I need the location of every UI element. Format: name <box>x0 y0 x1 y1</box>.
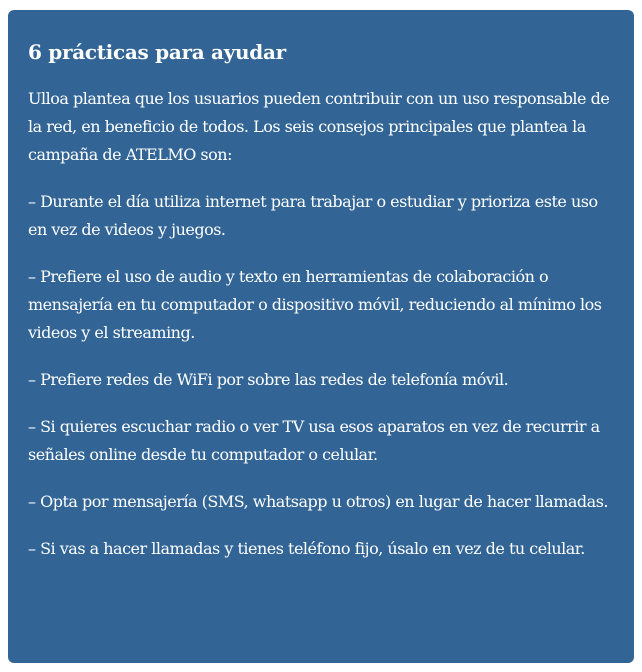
box-title: 6 prácticas para ayudar <box>28 40 286 64</box>
tip-6: – Si vas a hacer llamadas y tienes teléfono fijo, úsalo en vez de tu celular. <box>28 539 585 558</box>
tip-1: – Durante el día utiliza internet para trabajar o estudiar y prioriza este uso en vez de videos y juegos. <box>28 192 598 239</box>
info-box <box>8 10 634 663</box>
tip-3: – Prefiere redes de WiFi por sobre las redes de telefonía móvil. <box>28 370 509 389</box>
tip-2: – Prefiere el uso de audio y texto en herramientas de colaboración o mensajería en tu computador o dispositivo móvil, reduciendo al mínimo los videos y el streaming. <box>28 267 602 342</box>
intro-paragraph: Ulloa plantea que los usuarios pueden contribuir con un uso responsable de la red, en beneficio de todos. Los seis consejos principales que plantea la campaña de ATELMO son: <box>28 89 610 164</box>
tip-5: – Opta por mensajería (SMS, whatsapp u otros) en lugar de hacer llamadas. <box>28 492 608 511</box>
tip-4: – Si quieres escuchar radio o ver TV usa esos aparatos en vez de recurrir a señales online desde tu computador o celular. <box>28 417 600 464</box>
